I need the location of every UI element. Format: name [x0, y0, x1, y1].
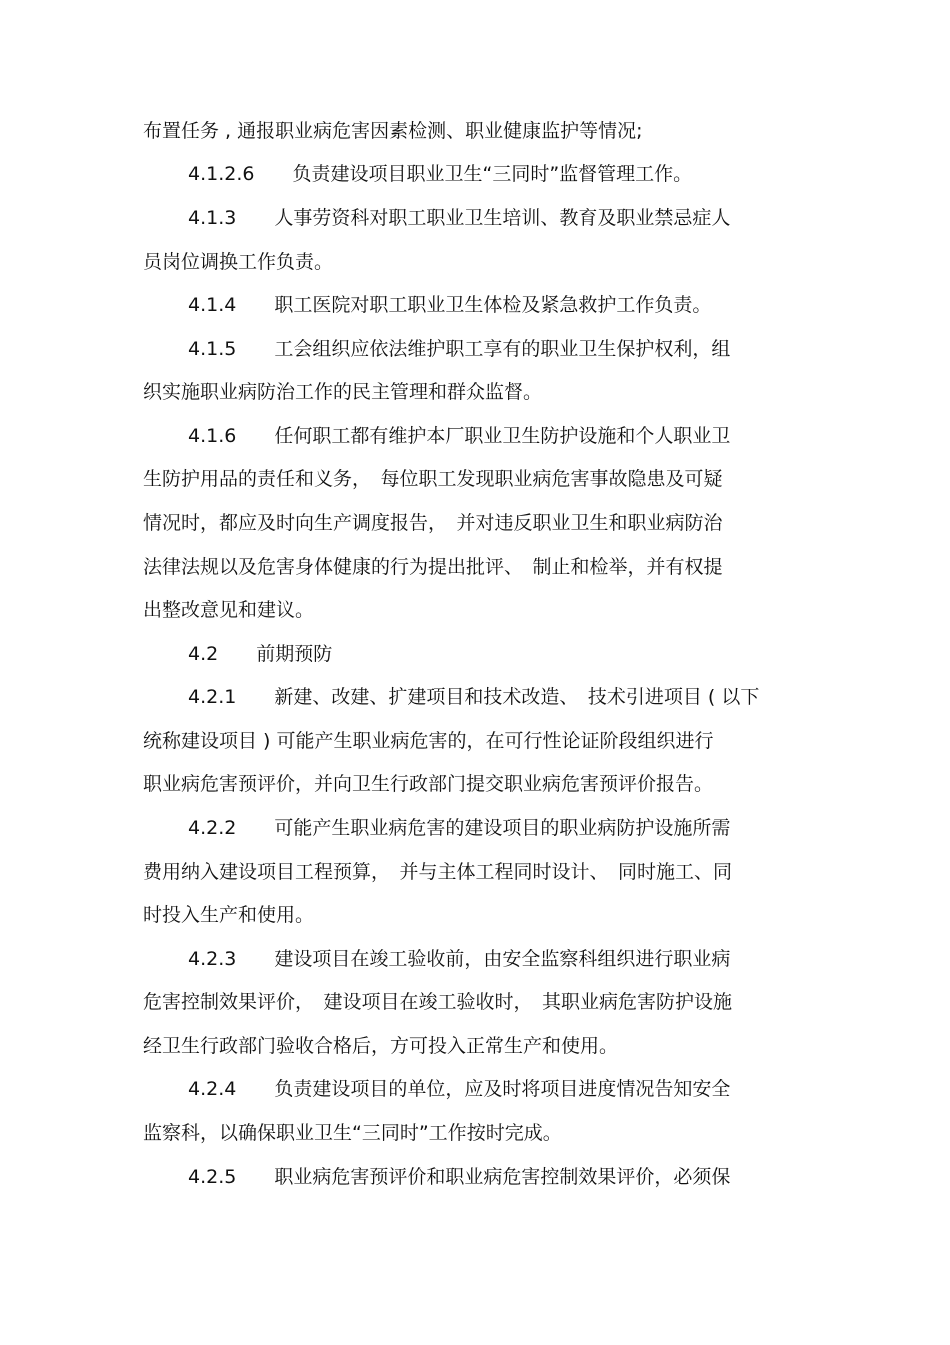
text-line: 4.1.3 人事劳资科对职工职业卫生培训、教育及职业禁忌症人	[188, 207, 731, 229]
text-line: 4.1.5 工会组织应依法维护职工享有的职业卫生保护权利，组	[188, 338, 731, 360]
text-line: 统称建设项目 ) 可能产生职业病危害的，在可行性论证阶段组织进行	[143, 730, 714, 752]
text-line: 生防护用品的责任和义务， 每位职工发现职业病危害事故隐患及可疑	[143, 468, 723, 490]
text-line: 法律法规以及危害身体健康的行为提出批评、 制止和检举，并有权提	[143, 556, 723, 578]
section-heading: 4.2 前期预防	[188, 643, 333, 665]
text-line: 情况时，都应及时向生产调度报告， 并对违反职业卫生和职业病防治	[143, 512, 723, 534]
text-line: 出整改意见和建议。	[143, 599, 315, 621]
text-line: 危害控制效果评价， 建设项目在竣工验收时， 其职业病危害防护设施	[143, 991, 733, 1013]
text-line: 4.2.1 新建、改建、扩建项目和技术改造、 技术引进项目 ( 以下	[188, 686, 760, 708]
text-line: 员岗位调换工作负责。	[143, 251, 334, 273]
text-line: 4.2.2 可能产生职业病危害的建设项目的职业病防护设施所需	[188, 817, 731, 839]
text-line: 4.2.5 职业病危害预评价和职业病危害控制效果评价，必须保	[188, 1166, 731, 1188]
text-line: 4.2.4 负责建设项目的单位，应及时将项目进度情况告知安全	[188, 1078, 731, 1100]
text-line: 织实施职业病防治工作的民主管理和群众监督。	[143, 381, 543, 403]
text-line: 4.1.2.6 负责建设项目职业卫生“三同时”监督管理工作。	[188, 163, 693, 185]
text-line: 4.1.4 职工医院对职工职业卫生体检及紧急救护工作负责。	[188, 294, 712, 316]
text-line: 时投入生产和使用。	[143, 904, 315, 926]
text-line: 布置任务 , 通报职业病危害因素检测、职业健康监护等情况;	[143, 120, 643, 142]
text-line: 经卫生行政部门验收合格后，方可投入正常生产和使用。	[143, 1035, 619, 1057]
text-line: 监察科，以确保职业卫生“三同时”工作按时完成。	[143, 1122, 562, 1144]
text-line: 职业病危害预评价，并向卫生行政部门提交职业病危害预评价报告。	[143, 773, 714, 795]
text-line: 4.1.6 任何职工都有维护本厂职业卫生防护设施和个人职业卫	[188, 425, 731, 447]
text-line: 费用纳入建设项目工程预算， 并与主体工程同时设计、 同时施工、同	[143, 861, 733, 883]
text-line: 4.2.3 建设项目在竣工验收前，由安全监察科组织进行职业病	[188, 948, 731, 970]
